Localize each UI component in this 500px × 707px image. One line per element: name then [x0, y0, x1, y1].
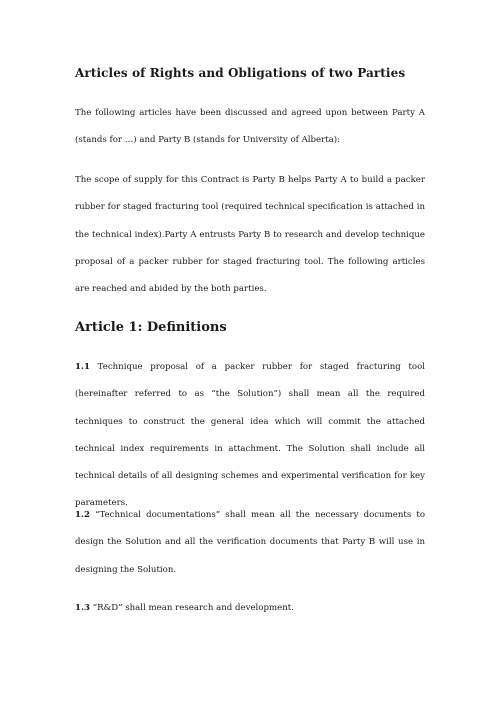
- clause-number: 1.3: [75, 603, 90, 613]
- scope-paragraph: The scope of supply for this Contract is Party B helps Party A to build a packer rubber for staged fracturing tool (required technical specification is attached in the technical index).Party A entrusts Party B to research and develop technique proposal of a packer rubber for staged fracturing tool. The following articles are reached and abided by the both parties.: [75, 175, 425, 295]
- clause-text: “R&D” shall mean research and development.: [92, 603, 294, 613]
- clause-1-3: [75, 595, 425, 622]
- article-1-heading: Article 1: Definitions: [75, 320, 227, 335]
- clause-text: Technique proposal of a packer rubber for staged fracturing tool (hereinafter referred to as “the Solution”) shall mean all the required techniques to construct the general idea which will commit the attached technical index requirements in attachment. The Solution shall include all technical details of all designing schemes and experimental verification for key parameters.: [75, 362, 426, 509]
- clause-number: 1.2: [75, 510, 90, 520]
- document-title: Articles of Rights and Obligations of two Parties: [75, 66, 406, 80]
- intro-paragraph: The following articles have been discussed and agreed upon between Party A (stands for …) and Party B (stands for University of Alberta):: [75, 108, 425, 146]
- clause-text: “Technical documentations” shall mean all the necessary documents to design the Solution and all the verification documents that Party B will use in designing the Solution.: [75, 510, 425, 575]
- clause-number: 1.1: [75, 362, 90, 372]
- clause-1-1: [75, 354, 425, 518]
- clause-1-2: [75, 502, 425, 584]
